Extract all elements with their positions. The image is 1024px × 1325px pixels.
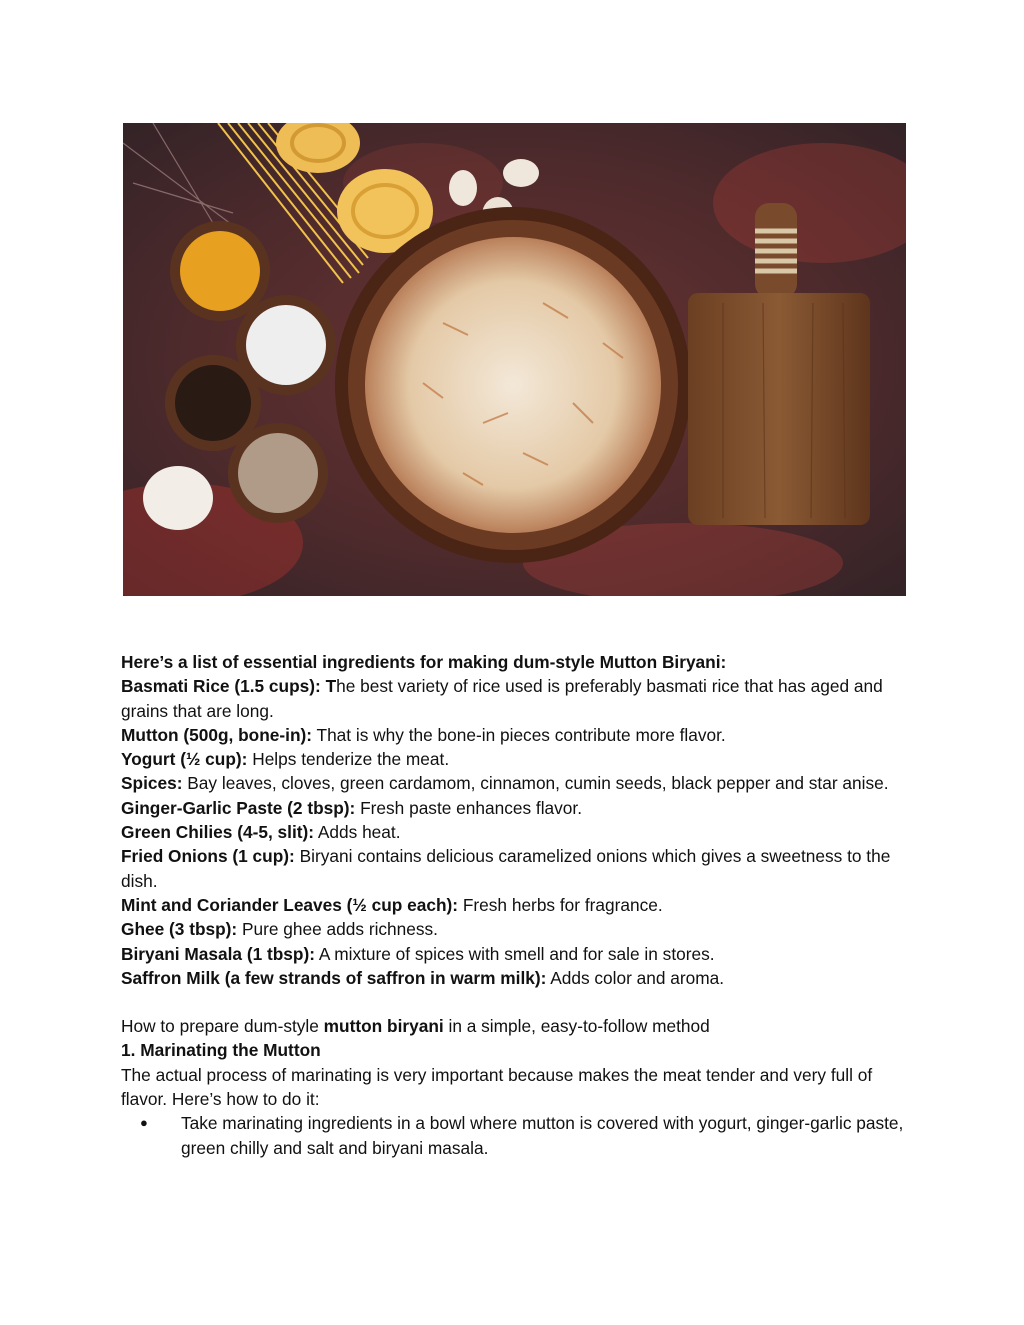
- ingredient-item: [121, 771, 911, 795]
- ingredient-text: Helps tenderize the meat.: [247, 749, 450, 770]
- biryani-ingredients-photo: [123, 123, 906, 596]
- ingredient-label: Biryani Masala (1 tbsp):: [121, 943, 315, 964]
- ingredient-item: [121, 942, 911, 966]
- ingredient-label: Mutton (500g, bone-in):: [121, 724, 313, 745]
- step-bullet-list: [121, 1111, 911, 1160]
- ingredient-item: [121, 820, 911, 844]
- ingredient-item: [121, 844, 911, 893]
- ingredient-label: Green Chilies (4-5, slit):: [121, 822, 315, 843]
- ingredient-item: [121, 893, 911, 917]
- ingredient-label: Yogurt (½ cup):: [121, 749, 248, 770]
- ingredient-text: Fresh paste enhances flavor.: [355, 797, 583, 818]
- ingredient-item: [121, 674, 911, 723]
- step-text: The actual process of marinating is very important because makes the meat tender and very full of flavor. Here’s how to do it:: [121, 1064, 873, 1110]
- ingredient-item: [121, 796, 911, 820]
- ingredients-heading: Here’s a list of essential ingredients for making dum-style Mutton Biryani:: [121, 652, 727, 672]
- ingredient-text: Bay leaves, cloves, green cardamom, cinnamon, cumin seeds, black pepper and star anise.: [182, 773, 889, 794]
- ingredient-label: Ginger-Garlic Paste (2 tbsp):: [121, 797, 356, 818]
- ingredient-label: Saffron Milk (a few strands of saffron in warm milk):: [121, 967, 547, 988]
- ingredient-text: Adds color and aroma.: [546, 967, 725, 988]
- ingredient-text: That is why the bone-in pieces contribute more flavor.: [312, 724, 726, 745]
- method-intro: How to prepare dum-style mutton biryani in a simple, easy-to-follow method: [121, 1016, 710, 1037]
- ingredient-item: [121, 747, 911, 771]
- ingredient-text: Adds heat.: [314, 822, 401, 843]
- step-heading: 1. Marinating the Mutton: [121, 1040, 321, 1061]
- ingredient-label: Spices:: [121, 773, 183, 794]
- ingredient-label: Ghee (3 tbsp):: [121, 919, 238, 940]
- ingredient-item: [121, 917, 911, 941]
- ingredient-text: Fresh herbs for fragrance.: [458, 894, 663, 915]
- ingredient-text: he best variety of rice used is preferably basmati rice that has aged and grains that are long.: [121, 676, 883, 721]
- ingredient-item: [121, 966, 911, 990]
- ingredient-text: A mixture of spices with smell and for sale in stores.: [314, 943, 715, 964]
- ingredient-label: Fried Onions (1 cup):: [121, 846, 295, 867]
- article-body: [121, 650, 911, 1160]
- ingredient-item: [121, 723, 911, 747]
- ingredient-text: Biryani contains delicious caramelized onions which gives a sweetness to the dish.: [121, 846, 891, 891]
- ingredient-text: Pure ghee adds richness.: [237, 919, 438, 940]
- ingredient-label: Mint and Coriander Leaves (½ cup each):: [121, 894, 459, 915]
- list-item: ● Take marinating ingredients in a bowl where mutton is covered with yogurt, ginger-garlic paste, green chilly and salt and biryani masala.: [121, 1111, 911, 1160]
- ingredient-label: Basmati Rice (1.5 cups): T: [121, 676, 337, 697]
- paragraph-spacer: [121, 990, 911, 1014]
